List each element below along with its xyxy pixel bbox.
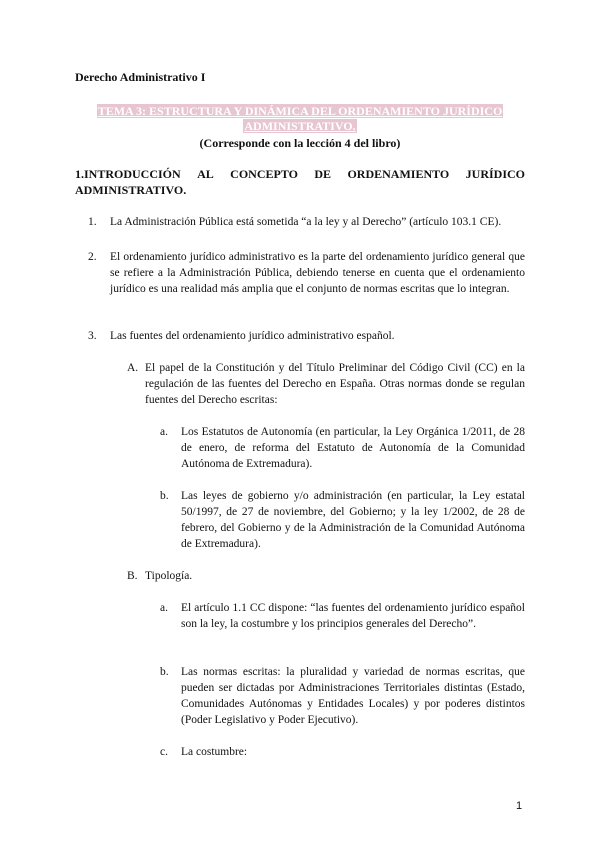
list-text: El papel de la Constitución y del Título Preliminar del Código Civil (CC) en la regulación de las fuentes del Derecho en España. Otras normas donde se regulan fuentes del Derecho escritas: [145, 362, 525, 406]
topic-title [75, 104, 525, 151]
list-letter: c. [160, 746, 168, 758]
list-text: La Administración Pública está sometida “a la ley y al Derecho” (artículo 103.1 CE). [110, 216, 502, 228]
list-number: 3. [88, 330, 97, 342]
list-item-B-b [160, 664, 525, 728]
list-letter: b. [160, 490, 169, 502]
course-header: Derecho Administrativo I [75, 70, 206, 84]
topic-title-line1: TEMA 3: ESTRUCTURA Y DINÁMICA DEL ORDENAMIENTO JURÍDICO [97, 104, 503, 118]
list-text: Los Estatutos de Autonomía (en particular, la Ley Orgánica 1/2011, de 28 de enero, de reforma del Estatuto de Autonomía de la Comunidad Autónoma de Extremadura). [181, 426, 525, 470]
section-heading-word: JURÍDICO [465, 167, 525, 181]
list-letter: a. [160, 426, 168, 438]
list-text: El artículo 1.1 CC dispone: “las fuentes del ordenamiento jurídico español son la ley, la costumbre y los principios generales del Derecho”. [181, 602, 525, 630]
section-heading-word: 1.INTRODUCCIÓN [75, 167, 181, 181]
list-item-B-c [160, 744, 525, 760]
list-text: La costumbre: [181, 746, 248, 758]
list-number: 1. [88, 216, 97, 228]
list-letter: B. [127, 570, 138, 582]
list-item-A [127, 360, 525, 408]
list-item-A-a [160, 424, 525, 472]
section-heading-word: ORDENAMIENTO [347, 167, 450, 181]
page-number: 1 [516, 800, 523, 812]
list-text: El ordenamiento jurídico administrativo es la parte del ordenamiento jurídico general que se refiere a la Administración Pública, debiendo tenerse en cuenta que el ordenamiento jurídico es una realidad más amplia que el conjunto de normas escritas que lo integran. [110, 251, 525, 295]
list-item-A-b [160, 488, 525, 552]
section-heading-word: CONCEPTO [230, 167, 298, 181]
list-item-2 [88, 249, 525, 297]
list-number: 2. [88, 251, 97, 263]
list-text: Las leyes de gobierno y/o administración (en particular, la Ley estatal 50/1997, de 27 de noviembre, del Gobierno; y la ley 1/2002, de 28 de febrero, del Gobierno y de la Administración de la Comunidad Autónoma de Extremadura). [181, 490, 525, 550]
list-letter: A. [127, 362, 139, 374]
section-heading-line2: ADMINISTRATIVO. [75, 183, 187, 197]
section-heading-word: AL [197, 167, 214, 181]
list-item-3 [88, 328, 525, 344]
list-letter: b. [160, 666, 169, 678]
topic-title-line2: ADMINISTRATIVO. [244, 119, 356, 133]
list-text: Las fuentes del ordenamiento jurídico administrativo español. [110, 330, 395, 342]
list-text: Las normas escritas: la pluralidad y variedad de normas escritas, que pueden ser dictadas por Administraciones Territoriales distintas (Estado, Comunidades Autónomas y Entidades Locales) y por poderes distintos (Poder Legislativo y Poder Ejecutivo). [181, 666, 525, 726]
list-text: Tipología. [145, 570, 193, 582]
list-item-B [127, 568, 525, 584]
list-item-1 [88, 214, 525, 230]
list-letter: a. [160, 602, 168, 614]
section-heading-word: DE [314, 167, 332, 181]
section-heading [75, 166, 525, 198]
list-item-B-a [160, 600, 525, 632]
topic-subtitle: (Corresponde con la lección 4 del libro) [199, 136, 401, 150]
